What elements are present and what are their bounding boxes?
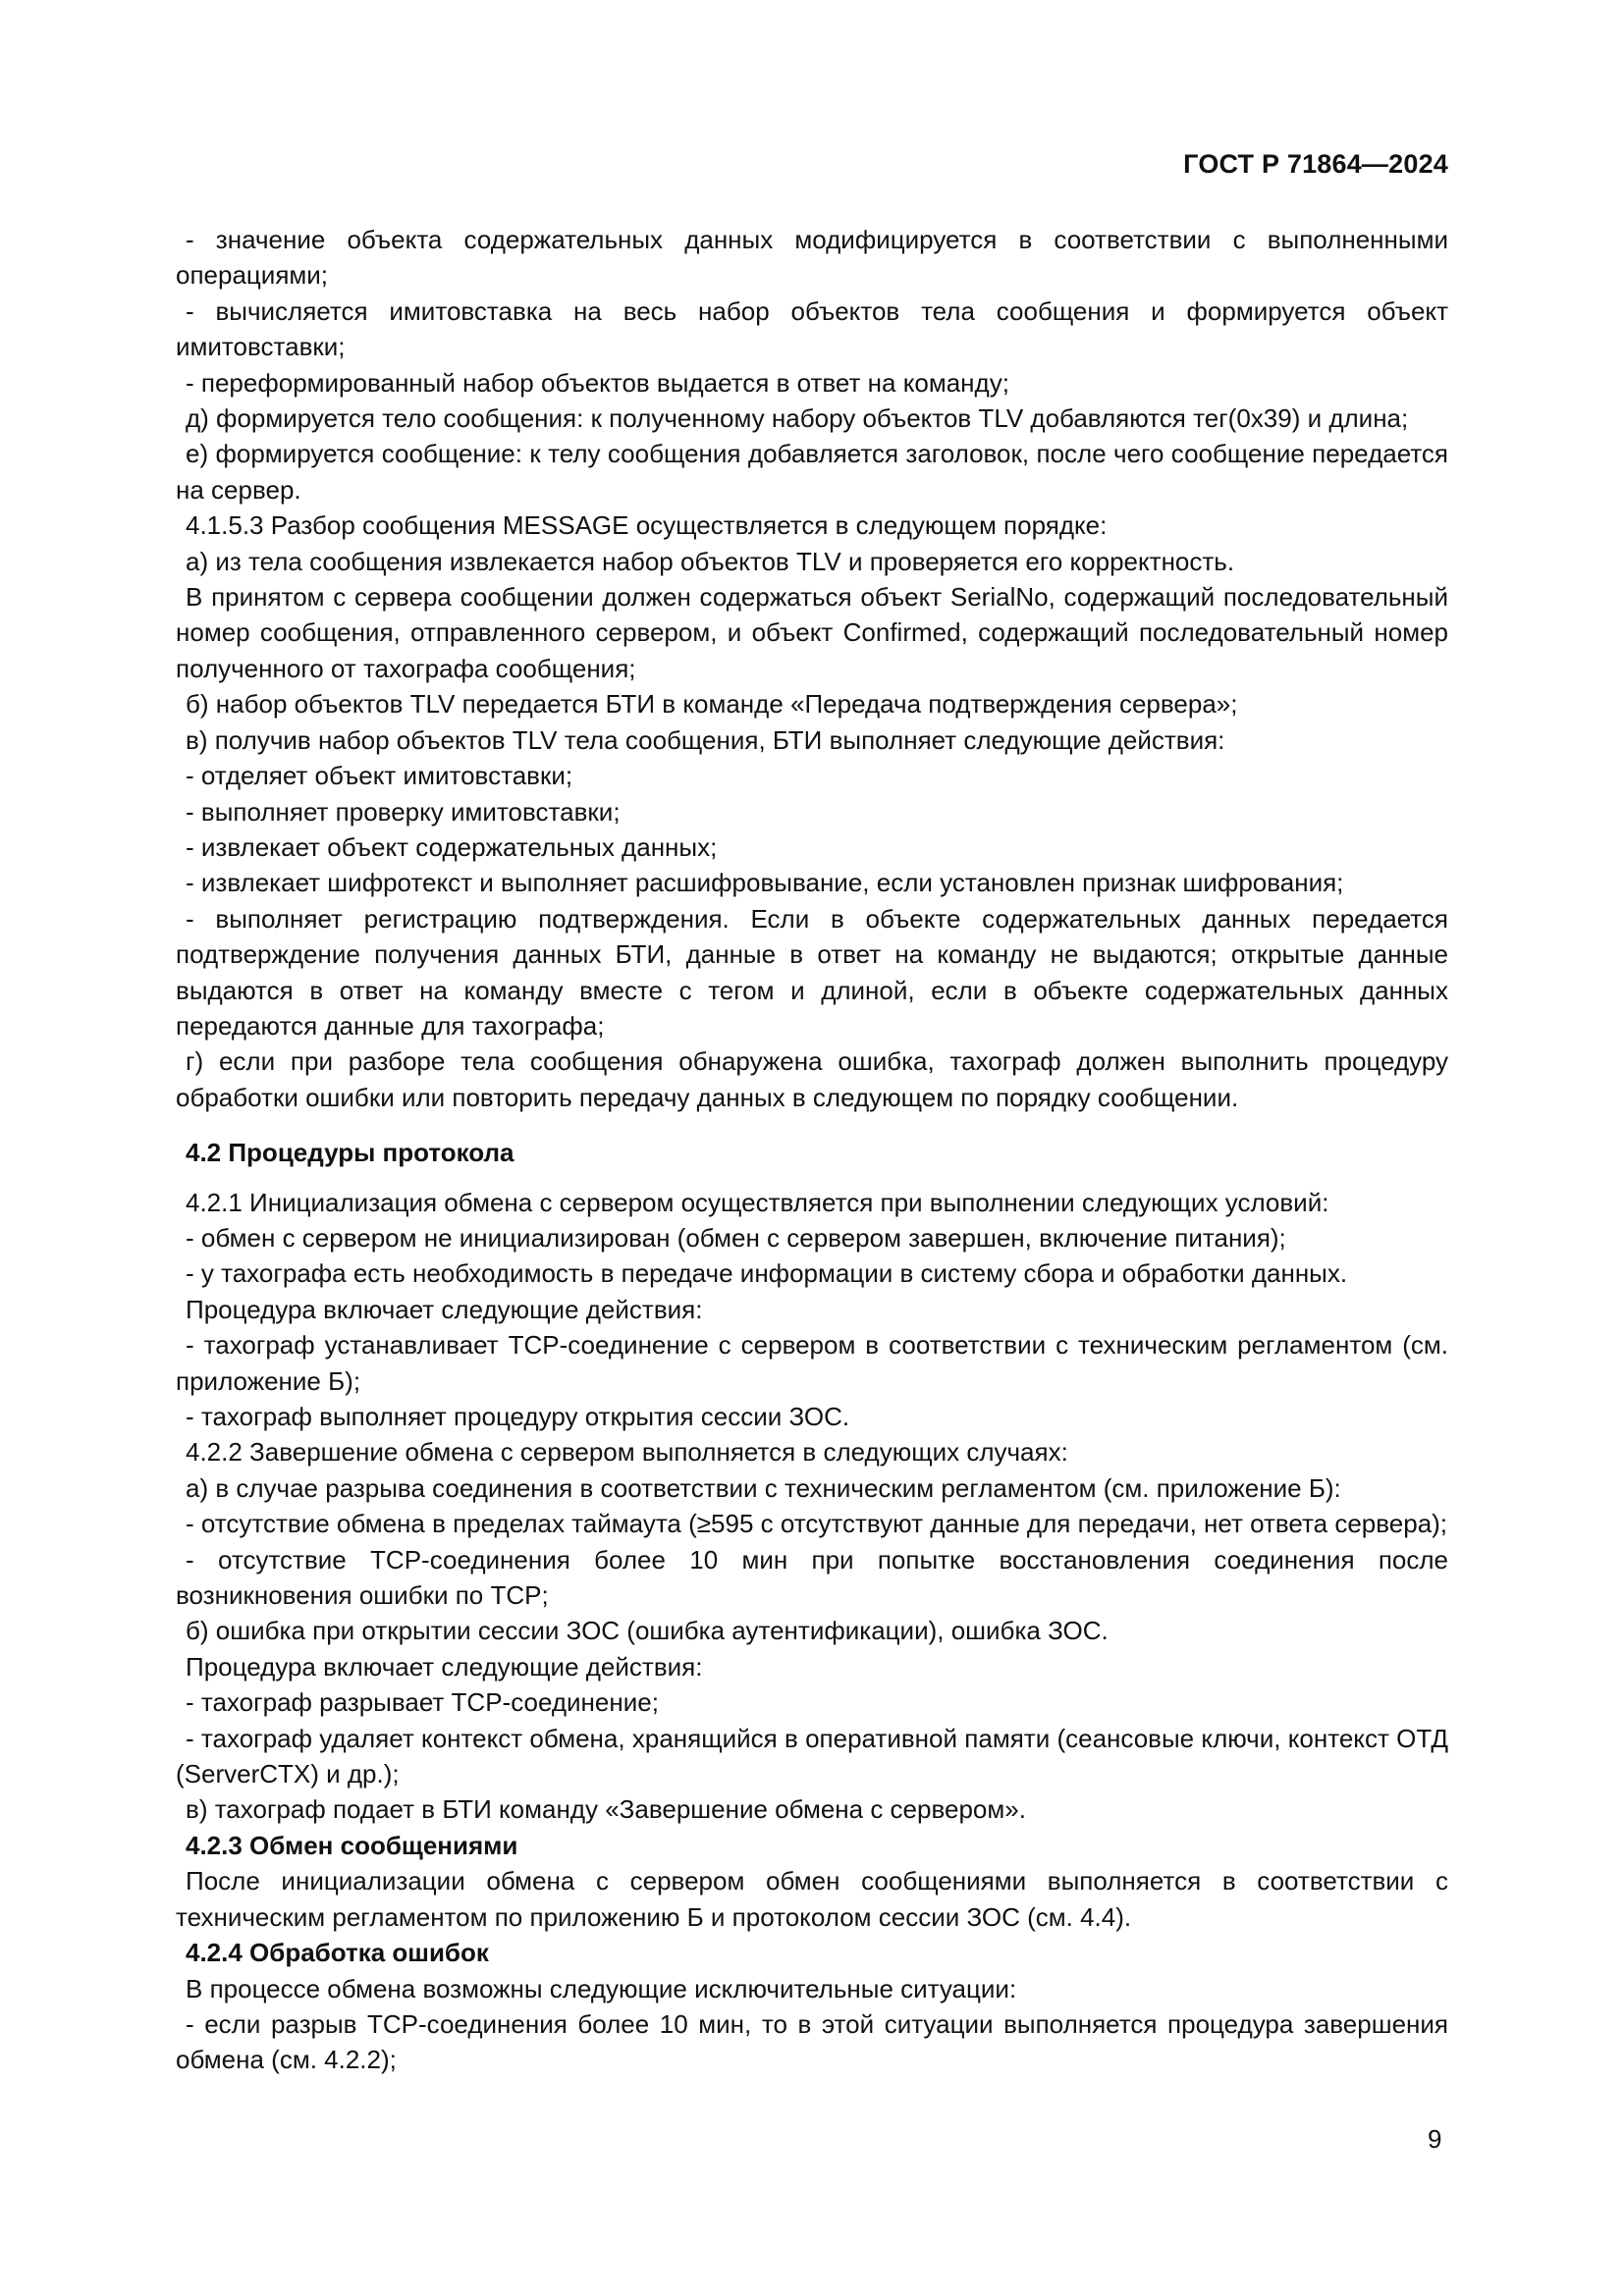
paragraph: - вычисляется имитовставка на весь набор объектов тела сообщения и формируется объект имитовставки; [176, 295, 1448, 362]
paragraph: - у тахографа есть необходимость в передаче информации в систему сбора и обработки данных. [186, 1258, 1348, 1289]
section-heading: 4.2.4 Обработка ошибок [186, 1938, 489, 1968]
paragraph: - переформированный набор объектов выдается в ответ на команду; [186, 367, 1009, 398]
paragraph: - тахограф устанавливает TCP-соединение с сервером в соответствии с техническим регламентом (см. приложение Б); [176, 1330, 1448, 1396]
paragraph: - извлекает шифротекст и выполняет расшифровывание, если установлен признак шифрования; [186, 868, 1344, 898]
paragraph: 4.2.1 Инициализация обмена с сервером осуществляется при выполнении следующих условий: [186, 1187, 1329, 1217]
document-body [176, 222, 1448, 2078]
paragraph: а) в случае разрыва соединения в соответствии с техническим регламентом (см. приложение Б): [186, 1472, 1341, 1503]
paragraph: После инициализации обмена с сервером обмен сообщениями выполняется в соответствии с техническим регламентом по приложению Б и протоколом сессии ЗОС (см. 4.4). [176, 1866, 1448, 1932]
paragraph: е) формируется сообщение: к телу сообщения добавляется заголовок, после чего сообщение передается на сервер. [176, 439, 1448, 505]
paragraph: 4.1.5.3 Разбор сообщения MESSAGE осуществляется в следующем порядке: [186, 510, 1108, 541]
paragraph: д) формируется тело сообщения: к полученному набору объектов TLV добавляются тег(0x39) и длина; [186, 403, 1409, 434]
paragraph: б) набор объектов TLV передается БТИ в команде «Передача подтверждения сервера»; [186, 689, 1238, 720]
paragraph: - извлекает объект содержательных данных; [186, 831, 718, 862]
paragraph: - выполняет регистрацию подтверждения. Если в объекте содержательных данных передается подтверждение получения данных БТИ, данные в ответ на команду не выдаются; открытые данные выдаются в ответ на команду вместе с тегом и длиной, если в объекте содержательных данных передаются данные для тахографа; [176, 903, 1448, 1041]
paragraph: в) получив набор объектов TLV тела сообщения, БТИ выполняет следующие действия: [186, 724, 1225, 755]
paragraph: 4.2.2 Завершение обмена с сервером выполняется в следующих случаях: [186, 1437, 1068, 1468]
paragraph: - отсутствие TCP-соединения более 10 мин при попытке восстановления соединения после возникновения ошибки по TCP; [176, 1544, 1448, 1611]
paragraph: Процедура включает следующие действия: [186, 1294, 703, 1324]
section-heading: 4.2.3 Обмен сообщениями [186, 1830, 518, 1860]
paragraph: - если разрыв TCP-соединения более 10 мин, то в этой ситуации выполняется процедура завершения обмена (см. 4.2.2); [176, 2008, 1448, 2075]
page-number: 9 [1428, 2124, 1442, 2154]
paragraph: - обмен с сервером не инициализирован (обмен с сервером завершен, включение питания); [186, 1222, 1286, 1253]
paragraph: а) из тела сообщения извлекается набор объектов TLV и проверяется его корректность. [186, 546, 1235, 576]
paragraph: г) если при разборе тела сообщения обнаружена ошибка, тахограф должен выполнить процедуру обработки ошибки или повторить передачу данных в следующем по порядку сообщении. [176, 1046, 1448, 1112]
paragraph: в) тахограф подает в БТИ команду «Завершение обмена с сервером». [186, 1794, 1026, 1825]
paragraph: В процессе обмена возможны следующие исключительные ситуации: [186, 1973, 1017, 2003]
paragraph: В принятом с сервера сообщении должен содержаться объект SerialNo, содержащий последовательный номер сообщения, отправленного сервером, и объект Confirmed, содержащий последовательный номер полученного от тахографа сообщения; [176, 582, 1448, 683]
section-heading: 4.2 Процедуры протокола [186, 1138, 514, 1168]
paragraph: - тахограф выполняет процедуру открытия сессии ЗОС. [186, 1402, 850, 1431]
paragraph: - тахограф разрывает TCP-соединение; [186, 1687, 659, 1718]
paragraph: б) ошибка при открытии сессии ЗОС (ошибка аутентификации), ошибка ЗОС. [186, 1616, 1109, 1646]
paragraph: - тахограф удаляет контекст обмена, хранящийся в оперативной памяти (сеансовые ключи, контекст ОТД (ServerCTX) и др.); [176, 1723, 1448, 1789]
paragraph: - выполняет проверку имитовставки; [186, 796, 621, 827]
paragraph: - отделяет объект имитовставки; [186, 761, 573, 791]
paragraph: Процедура включает следующие действия: [186, 1651, 703, 1682]
paragraph: - отсутствие обмена в пределах таймаута (≥595 с отсутствуют данные для передачи, нет ответа сервера); [186, 1509, 1448, 1539]
document-header: ГОСТ Р 71864—2024 [1183, 149, 1448, 179]
paragraph: - значение объекта содержательных данных модифицируется в соответствии с выполненными операциями; [176, 225, 1448, 291]
